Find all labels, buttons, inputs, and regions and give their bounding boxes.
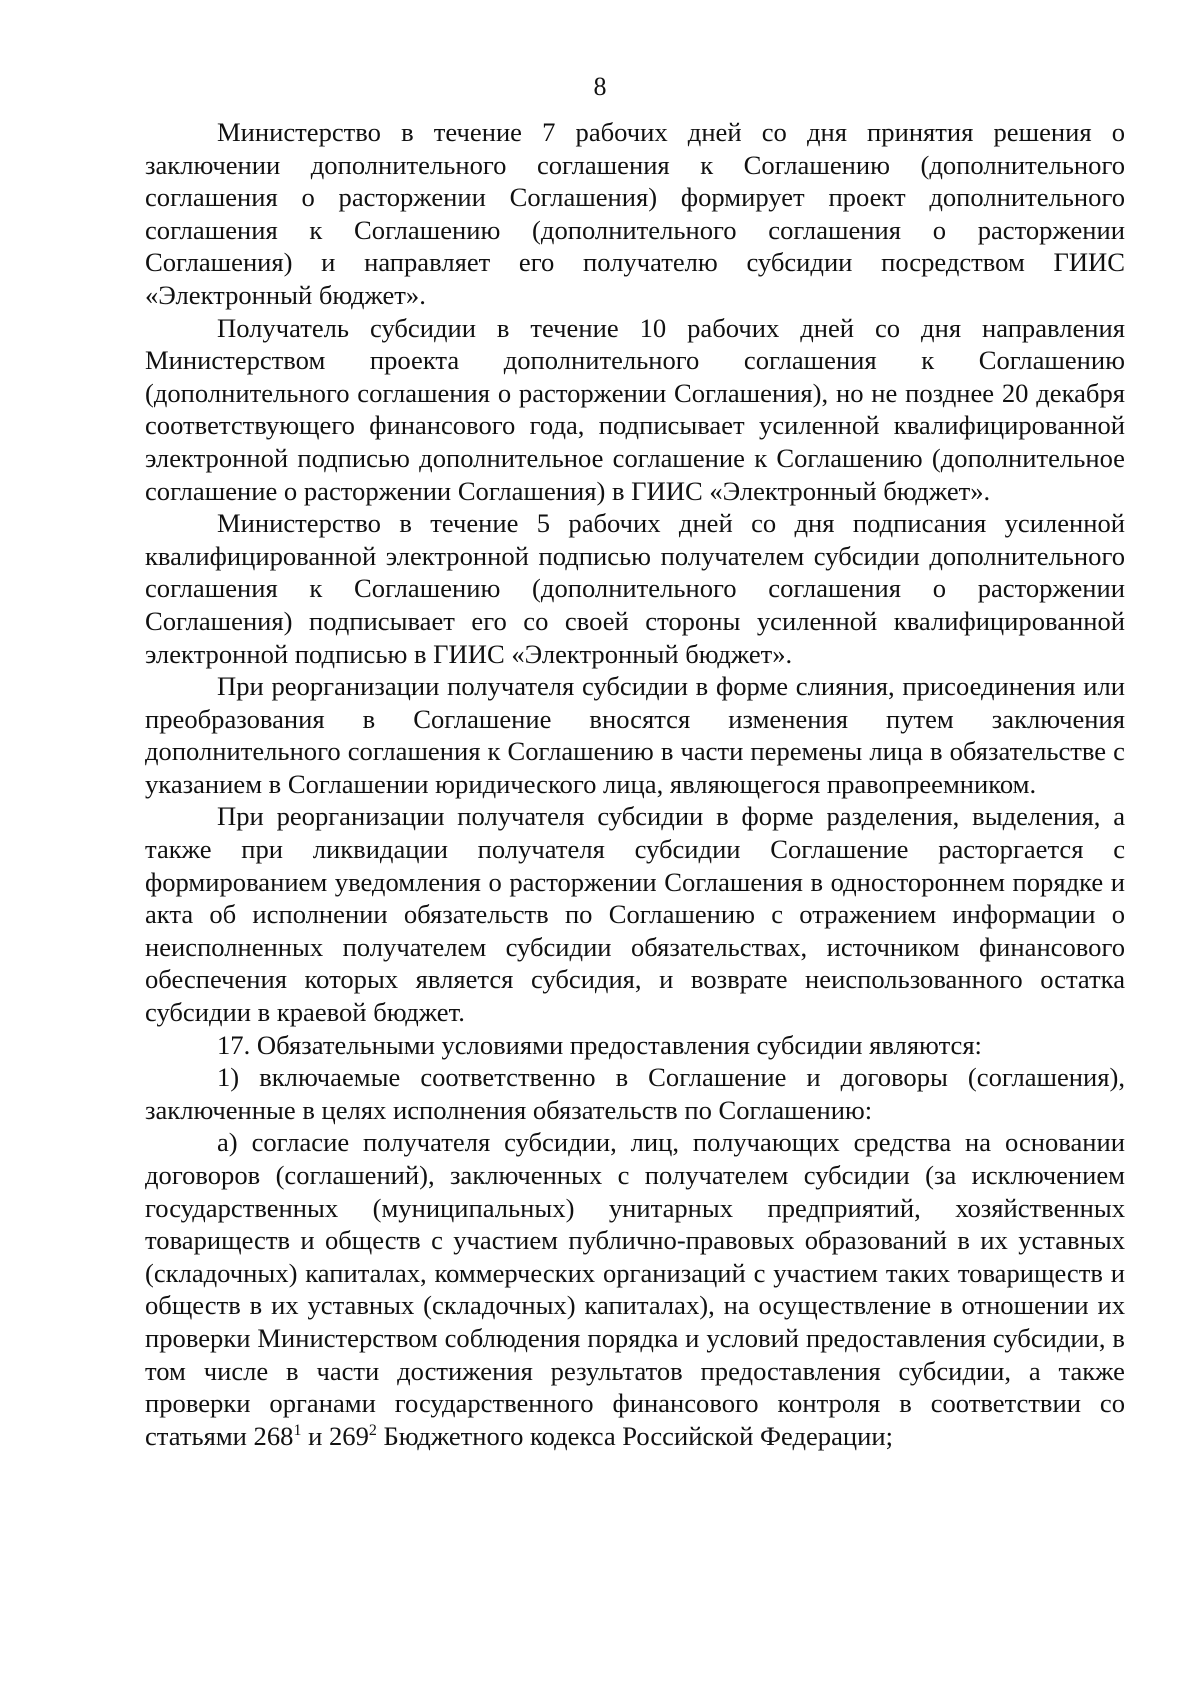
- paragraph-agreement-draft: Министерство в течение 7 рабочих дней со дня принятия решения о заключении дополнительного соглашения к Соглашению (дополнительного соглашения о расторжении Соглашения) формирует проект дополнительного соглашения к Соглашению (дополнительного соглашения о расторжении Соглашения) и направляет его получателю субсидии посредством ГИИС «Электронный бюджет».: [145, 117, 1125, 310]
- paragraph-reorganization-division: При реорганизации получателя субсидии в форме разделения, выделения, а также при ликвидации получателя субсидии Соглашение расторгается с формированием уведомления о расторжении Соглашения в одностороннем порядке и акта об исполнении обязательств по Соглашению с отражением информации о неисполненных получателем субсидии обязательствах, источником финансового обеспечения которых является субсидия, и возврате неиспользованного остатка субсидии в краевой бюджет.: [145, 801, 1125, 1028]
- article-superscript-2: 2: [368, 1421, 377, 1439]
- paragraph-item-a: [145, 1126, 1125, 1452]
- item-a-text-middle: и 269: [301, 1420, 369, 1451]
- article-superscript-1: 1: [293, 1421, 302, 1439]
- paragraph-reorganization-merger: При реорганизации получателя субсидии в форме слияния, присоединения или преобразования в Соглашение вносятся изменения путем заключения дополнительного соглашения к Соглашению в части перемены лица в обязательстве с указанием в Соглашении юридического лица, являющегося правопреемником.: [145, 671, 1125, 799]
- item-a-text-end: Бюджетного кодекса Российской Федерации;: [376, 1420, 893, 1451]
- page-number: 8: [593, 72, 607, 101]
- paragraph-recipient-signing: Получатель субсидии в течение 10 рабочих дней со дня направления Министерством проекта дополнительного соглашения к Соглашению (дополнительного соглашения о расторжении Соглашения), но не позднее 20 декабря соответствующего финансового года, подписывает усиленной квалифицированной электронной подписью дополнительное соглашение к Соглашению (дополнительное соглашение о расторжении Соглашения) в ГИИС «Электронный бюджет».: [145, 312, 1125, 506]
- paragraph-ministry-signing: Министерство в течение 5 рабочих дней со дня подписания усиленной квалифицированной электронной подписью получателем субсидии дополнительного соглашения к Соглашению (дополнительного соглашения о расторжении Соглашения) подписывает его со своей стороны усиленной квалифицированной электронной подписью в ГИИС «Электронный бюджет».: [145, 508, 1125, 669]
- paragraph-item-1: 1) включаемые соответственно в Соглашение и договоры (соглашения), заключенные в целях исполнения обязательств по Соглашению:: [145, 1062, 1125, 1125]
- item-a-text: а) согласие получателя субсидии, лиц, получающих средства на основании договоров (соглашений), заключенных с получателем субсидии (за исключением государственных (муниципальных) унитарных предприятий, хозяйственных товариществ и обществ с участием публично-правовых образований в их уставных (складочных) капиталах, коммерческих организаций с участием таких товариществ и обществ в их уставных (складочных) капиталах), на осуществление в отношении их проверки Министерством соблюдения порядка и условий предоставления субсидии, в том числе в части достижения результатов предоставления субсидии, а также проверки органами государственного финансового контроля в соответствии со статьями 268: [145, 1127, 1125, 1451]
- document-body: [145, 116, 1125, 1452]
- paragraph-clause-17: 17. Обязательными условиями предоставления субсидии являются:: [217, 1029, 982, 1060]
